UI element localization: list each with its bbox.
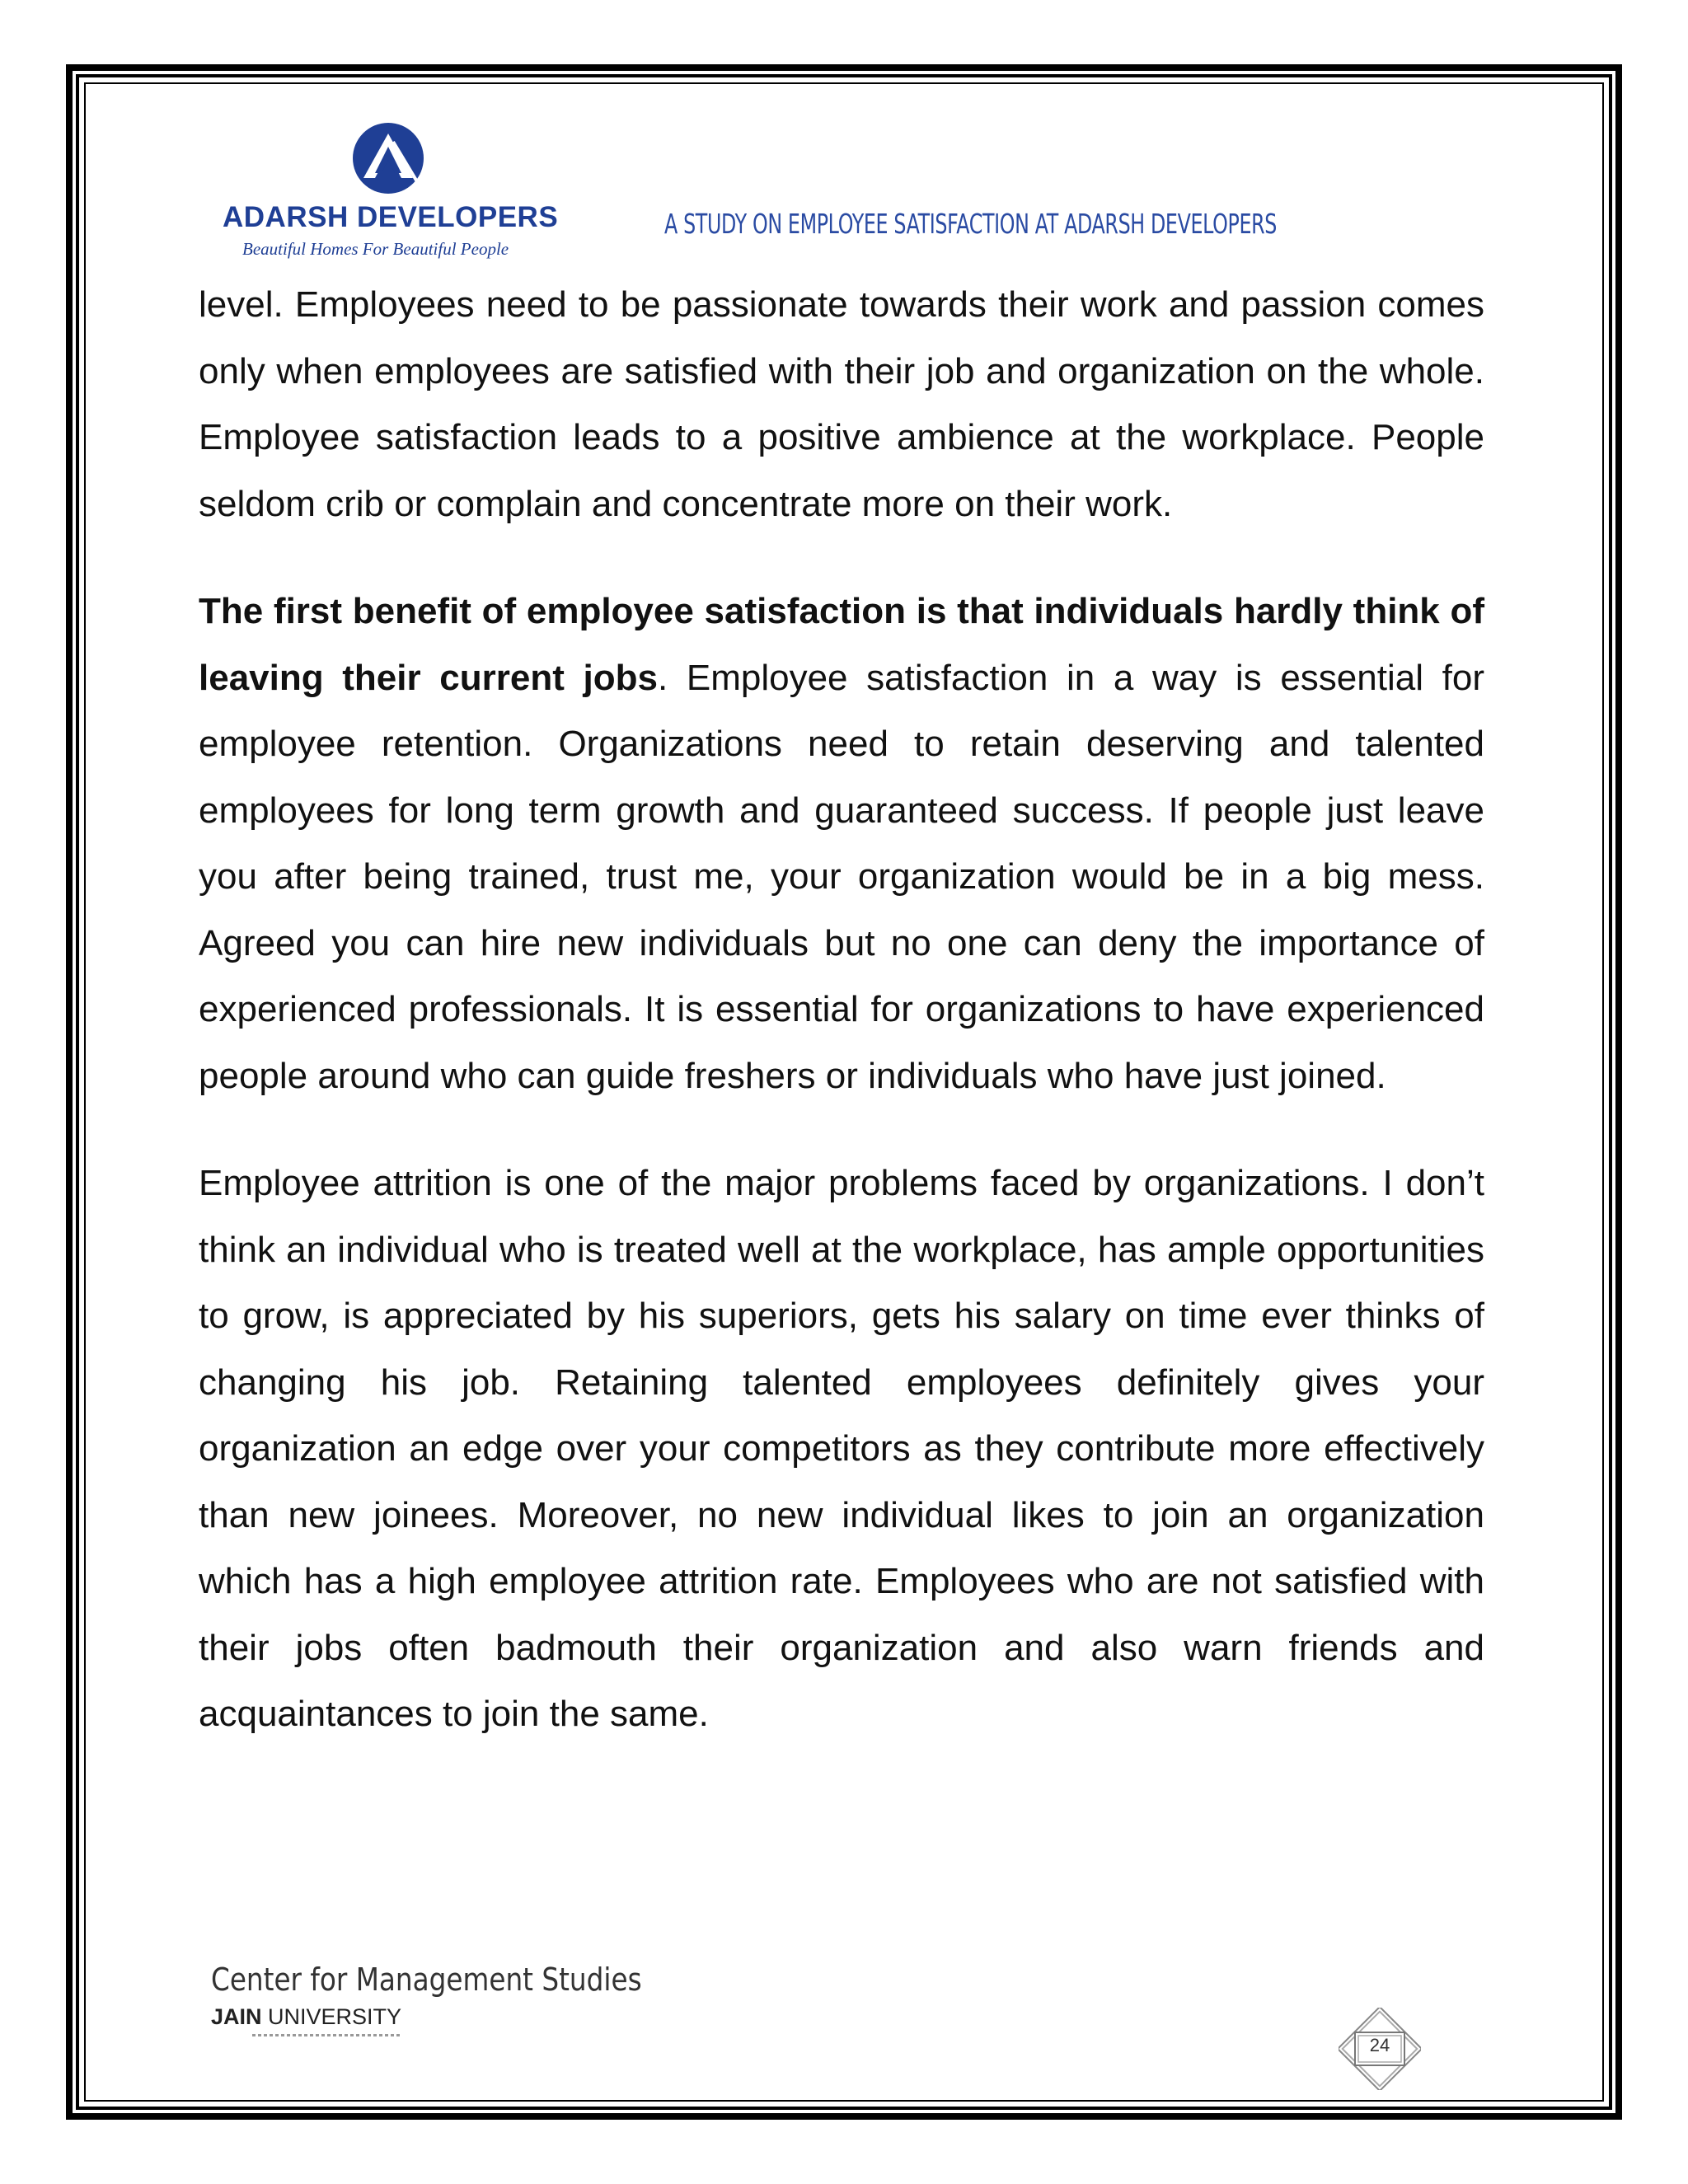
footer-fine-print [252,2034,401,2036]
paragraph-1: level. Employees need to be passionate towards their work and passion comes only when employees are satisfied with their job and organization on the whole. Employee satisfaction leads to a positive ambience at the workplace. People seldom crib or complain and concentrate more on their work. [199,284,1484,524]
footer-university [211,2004,401,2030]
paragraph-2-bold-lead: The first benefit of employee satisfaction is that individuals hardly think of leaving their current jobs [199,591,1484,698]
logo-tagline: Beautiful Homes For Beautiful People [242,239,509,259]
footer-university-rest: UNIVERSITY [261,2004,402,2029]
page-number: 24 [1369,2035,1390,2055]
running-title: A STUDY ON EMPLOYEE SATISFACTION AT ADARSH DEVELOPERS [664,208,1277,240]
logo-name: ADARSH DEVELOPERS [223,201,559,233]
adarsh-logo-icon [352,122,424,194]
paragraph-2 [199,579,1484,1109]
paragraph-3: Employee attrition is one of the major problems faced by organizations. I don’t think an individual who is treated well at the workplace, has ample opportunities to grow, is appreciated by his superiors, gets his salary on time ever thinks of changing his job. Retaining talented employees definitely gives your organization an edge over your competitors as they contribute more effectively than new joinees. Moreover, no new individual likes to join an organization which has a high employee attrition rate. Employees who are not satisfied with their jobs often badmouth their organization and also warn friends and acquaintances to join the same. [199,1163,1484,1734]
paragraph-2-text: . Employee satisfaction in a way is essential for employee retention. Organizations need to retain deserving and talented employees for long term growth and guaranteed success. If people just leave you after being trained, trust me, your organization would be in a big mess. Agreed you can hire new individuals but no one can deny the importance of experienced professionals. It is essential for organizations to have experienced people around who can guide freshers or individuals who have just joined. [199,657,1484,1096]
footer-university-bold: JAIN [211,2004,262,2029]
page-content [199,272,1484,1789]
footer-center-name: Center for Management Studies [211,1961,642,1998]
